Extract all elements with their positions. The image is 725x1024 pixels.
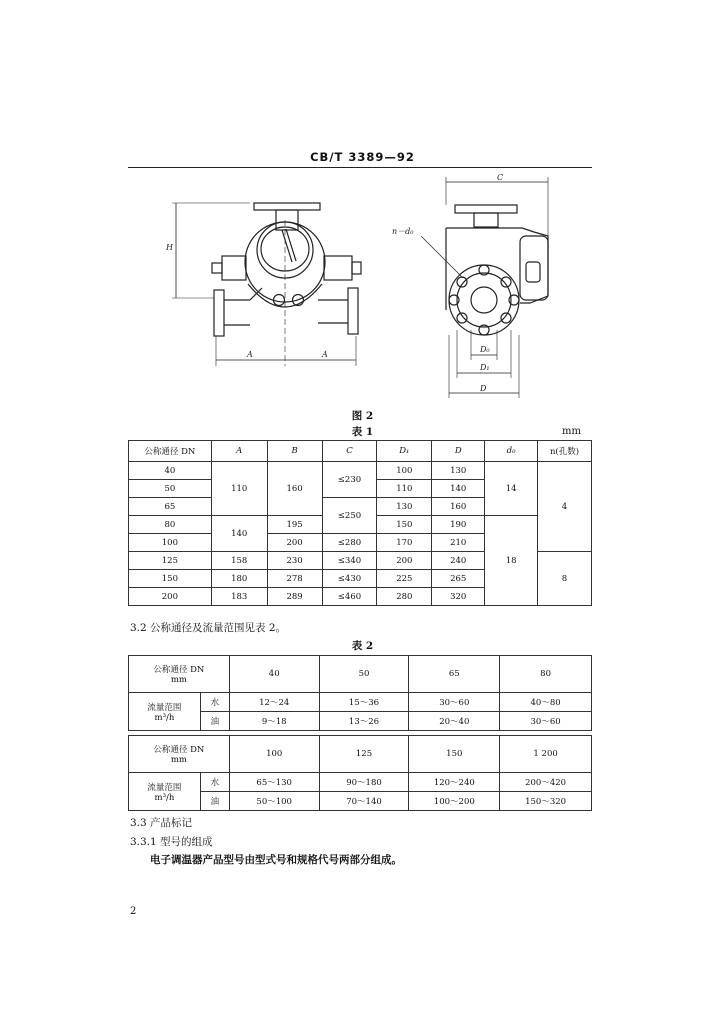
table2-cell: 100: [229, 736, 319, 773]
table1-title: 表 1: [351, 426, 374, 438]
body-paragraph: 电子调温器产品型号由型式号和规格代号两部分组成。: [150, 854, 402, 866]
table1-cell: 278: [267, 570, 322, 588]
table2-cell: 200～420: [500, 773, 592, 792]
left-view-drawing: [172, 203, 361, 366]
table2-cell: 9～18: [229, 712, 319, 731]
table1-header-cell: d₀: [485, 441, 538, 462]
table2-cell: 油: [200, 712, 229, 731]
table2-cell: 15～36: [319, 693, 409, 712]
table1-cell: ≤460: [322, 588, 377, 606]
table2-cell: 油: [200, 792, 229, 811]
table2-cell: 40～80: [500, 693, 592, 712]
page-number: 2: [130, 906, 137, 917]
table1-header-cell: D: [432, 441, 485, 462]
table1-cell: 110: [377, 480, 432, 498]
table2-dn-unit: mm: [170, 675, 187, 685]
table2-flow-label: 流量范围: [147, 702, 182, 713]
dim-label-c: C: [497, 173, 504, 182]
table2-cell: 125: [319, 736, 409, 773]
table1-cell: 240: [432, 552, 485, 570]
table1-cell: 14: [485, 462, 538, 516]
table2-dn-label: 公称通径 DN: [153, 665, 205, 675]
table1-cell: 195: [267, 516, 322, 534]
table1-cell: ≤250: [322, 498, 377, 534]
table1-cell: 160: [432, 498, 485, 516]
table1-header-row: [129, 441, 592, 462]
table2-cell: 100～200: [409, 792, 500, 811]
table-row: [129, 693, 592, 712]
table2-flow-label: 流量范围: [147, 782, 182, 793]
table2-cell: 80: [500, 656, 592, 693]
table1-cell: 140: [211, 516, 267, 552]
table1-cell: 150: [377, 516, 432, 534]
standard-code-header: CB/T 3389—92: [310, 150, 415, 164]
table1-cell: 100: [129, 534, 212, 552]
figure-2-drawing: [0, 0, 725, 420]
dim-label-d1: D₁: [480, 363, 490, 372]
table1-cell: 65: [129, 498, 212, 516]
dim-label-a2: A: [322, 350, 328, 359]
table1-cell: 100: [377, 462, 432, 480]
table1-cell: 289: [267, 588, 322, 606]
table2-title: 表 2: [351, 640, 374, 652]
table1-cell: 230: [267, 552, 322, 570]
section-3-3: 3.3 产品标记: [130, 817, 193, 829]
table2-cell: 20～40: [409, 712, 500, 731]
table1-header-cell: B: [267, 441, 322, 462]
section-3-3-1: 3.3.1 型号的组成: [130, 836, 213, 848]
table2-cell: 13～26: [319, 712, 409, 731]
table2-cell: 65: [409, 656, 500, 693]
dim-label-d: D: [480, 384, 487, 393]
table2-cell: 150: [409, 736, 500, 773]
table2-cell: 40: [229, 656, 319, 693]
table-row: [129, 773, 592, 792]
table1-cell: 170: [377, 534, 432, 552]
table1-cell: 183: [211, 588, 267, 606]
table2-cell: 12～24: [229, 693, 319, 712]
table1-cell: 200: [267, 534, 322, 552]
table2-cell: 150～320: [500, 792, 592, 811]
table-2: [128, 655, 592, 811]
table-row: [129, 656, 592, 693]
table1-unit: mm: [562, 426, 581, 437]
table-1: [128, 440, 592, 606]
table1-cell: ≤280: [322, 534, 377, 552]
table2-cell: 70～140: [319, 792, 409, 811]
table1-cell: 140: [432, 480, 485, 498]
table1-cell: ≤230: [322, 462, 377, 498]
table2-cell: 50: [319, 656, 409, 693]
table1-cell: 80: [129, 516, 212, 534]
table1-cell: 225: [377, 570, 432, 588]
table1-cell: 4: [538, 462, 592, 552]
table1-cell: 320: [432, 588, 485, 606]
table1-cell: 18: [485, 516, 538, 606]
table-row: [129, 736, 592, 773]
dim-label-d0: D₀: [480, 345, 490, 354]
table1-cell: 130: [432, 462, 485, 480]
table2-dn-unit: mm: [170, 755, 187, 765]
table2-cell: 30～60: [409, 693, 500, 712]
table1-header-cell: C: [322, 441, 377, 462]
table1-header-cell: A: [211, 441, 267, 462]
table1-cell: 190: [432, 516, 485, 534]
table1-cell: 280: [377, 588, 432, 606]
table2-cell: 90～180: [319, 773, 409, 792]
table1-header-cell: n(孔数): [538, 441, 592, 462]
table1-cell: 125: [129, 552, 212, 570]
table1-cell: 200: [377, 552, 432, 570]
table1-cell: 160: [267, 462, 322, 516]
dim-label-h: H: [166, 243, 173, 252]
table1-header-cell: 公称通径 DN: [129, 441, 212, 462]
table1-cell: 50: [129, 480, 212, 498]
table2-cell: 水: [200, 773, 229, 792]
table1-cell: 130: [377, 498, 432, 516]
table2-cell: 65～130: [229, 773, 319, 792]
table2-cell: 30～60: [500, 712, 592, 731]
table1-header-cell: D₁: [377, 441, 432, 462]
table2-cell: 水: [200, 693, 229, 712]
figure-caption: 图 2: [351, 410, 374, 422]
table1-cell: 40: [129, 462, 212, 480]
table1-cell: 150: [129, 570, 212, 588]
table2-cell: 1 200: [500, 736, 592, 773]
table1-cell: 265: [432, 570, 485, 588]
table1-cell: 210: [432, 534, 485, 552]
section-3-2: 3.2 公称通径及流量范围见表 2。: [130, 622, 287, 634]
table2-dn-label: 公称通径 DN: [153, 745, 205, 755]
table2-cell: 50～100: [229, 792, 319, 811]
table1-cell: 158: [211, 552, 267, 570]
table2-flow-unit: m³/h: [154, 792, 175, 803]
table1-cell: 8: [538, 552, 592, 606]
table1-cell: 200: [129, 588, 212, 606]
table1-cell: ≤430: [322, 570, 377, 588]
dim-label-a1: A: [247, 350, 253, 359]
table2-flow-unit: m³/h: [154, 712, 175, 723]
table-row: [129, 462, 592, 480]
dim-label-n-d0: n－d₀: [392, 227, 414, 236]
table1-cell: ≤340: [322, 552, 377, 570]
table1-cell: 180: [211, 570, 267, 588]
table1-cell: 110: [211, 462, 267, 516]
table2-cell: 120～240: [409, 773, 500, 792]
